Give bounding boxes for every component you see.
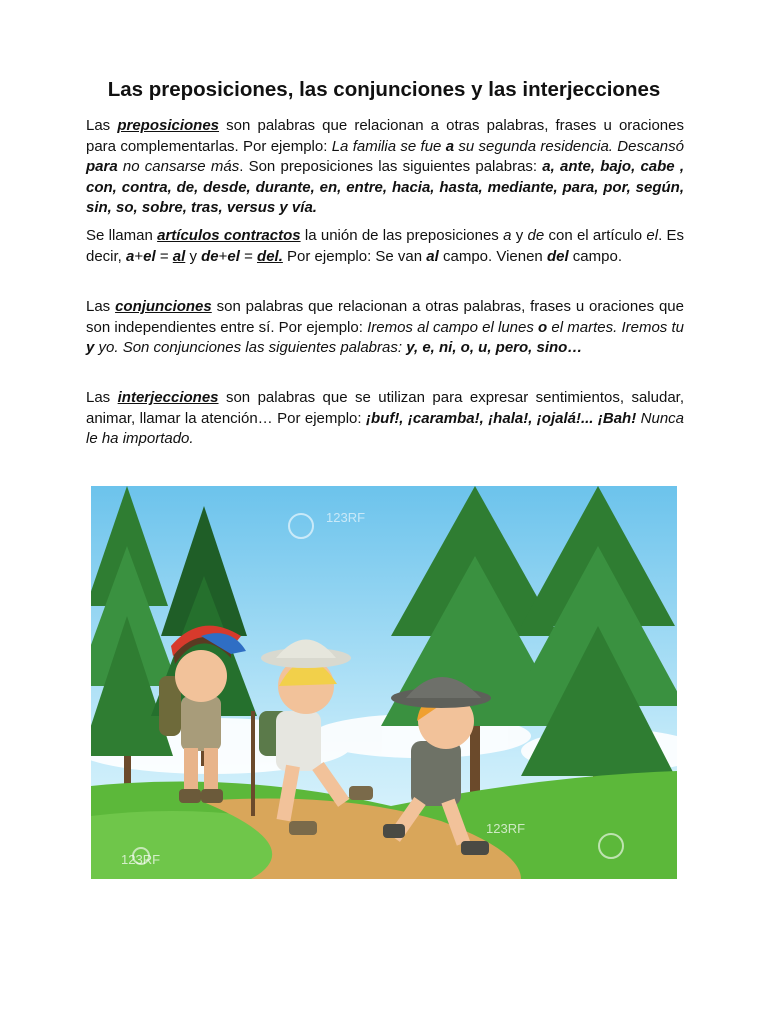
example-text: el martes. Iremos tu xyxy=(547,318,684,336)
example-text: el xyxy=(646,227,659,244)
example-highlight: y xyxy=(86,339,95,356)
example-highlight: del xyxy=(546,247,569,265)
conjunction-list: y, e, ni, o, u, pero, sino… xyxy=(406,339,583,356)
text-run: son palabras que relacionan a otras palabras, frases u oraciones para complementarlas. Por ejemplo: xyxy=(86,117,684,155)
paragraph-conjunciones xyxy=(86,297,684,359)
text-run: Las xyxy=(86,389,118,406)
example-highlight: del. xyxy=(257,247,283,265)
text-run: = xyxy=(239,247,258,265)
example-text: La familia se fue xyxy=(331,137,446,155)
text-run: + xyxy=(218,247,228,265)
term-preposiciones: preposiciones xyxy=(117,117,220,134)
text-run: . Es decir, xyxy=(86,227,685,265)
example-highlight: a xyxy=(126,247,135,265)
interjection-list: ¡buf!, ¡caramba!, ¡hala!, ¡ojalá!... ¡Bah! xyxy=(366,409,637,427)
example-text: Iremos al campo el lunes xyxy=(367,318,539,336)
example-text: a xyxy=(503,227,512,244)
watermark-text: 123RF xyxy=(486,821,526,836)
paragraph-articulos-contractos xyxy=(86,226,684,267)
text-run: Las xyxy=(86,298,116,315)
text-run: = xyxy=(155,247,173,265)
example-highlight: para xyxy=(86,158,118,175)
watermark-text: 123RF xyxy=(326,510,366,525)
text-run: son palabras que relacionan a otras palabras, frases u oraciones que son independientes entre sí. Por ejemplo: xyxy=(86,298,684,336)
example-text: no cansarse más xyxy=(117,158,240,175)
paragraph-preposiciones xyxy=(86,116,684,219)
example-highlight: o xyxy=(538,318,548,336)
page-title: Las preposiciones, las conjunciones y las interjecciones xyxy=(107,78,661,101)
text-run: y xyxy=(185,247,202,265)
text-run: Por ejemplo: Se van xyxy=(282,247,427,265)
example-text: Nunca le ha importado. xyxy=(86,409,685,447)
text-run: con el artículo xyxy=(544,227,647,244)
watermark-text: 123RF xyxy=(121,852,161,867)
term-conjunciones: conjunciones xyxy=(115,298,212,315)
preposition-list: a, ante, bajo, cabe , con, contra, de, desde, durante, en, entre, hacia, hasta, mediante, para, por, según, sin, so, sobre, tras, versus y vía. xyxy=(86,158,685,216)
text-run: Se llaman xyxy=(86,227,158,244)
paragraph-interjecciones xyxy=(86,388,684,450)
text-run: + xyxy=(134,247,144,265)
text-run: . Son preposiciones las siguientes palabras: xyxy=(239,158,543,175)
term-articulos-contractos: artículos contractos xyxy=(157,227,301,244)
example-highlight: al xyxy=(426,247,439,265)
example-text: de xyxy=(527,227,545,244)
example-highlight: el xyxy=(227,247,240,265)
example-highlight: al xyxy=(172,247,186,265)
text-run: campo. xyxy=(568,247,622,265)
example-text: su segunda residencia. Descansó xyxy=(454,137,684,155)
text-run: campo. Vienen xyxy=(438,247,547,265)
example-highlight: a xyxy=(445,137,455,155)
example-highlight: el xyxy=(143,247,156,265)
example-highlight: de xyxy=(201,247,219,265)
text-run: son palabras que se utilizan para expresar sentimientos, saludar, animar, llamar la atención… Por ejemplo: xyxy=(86,389,684,427)
example-text: yo. Son conjunciones las siguientes palabras: xyxy=(94,339,407,356)
text-run: y xyxy=(511,227,528,244)
text-run: la unión de las preposiciones xyxy=(300,227,504,244)
text-run: Las xyxy=(86,117,118,134)
hiking-kids-illustration xyxy=(91,486,677,879)
term-interjecciones: interjecciones xyxy=(117,389,219,406)
